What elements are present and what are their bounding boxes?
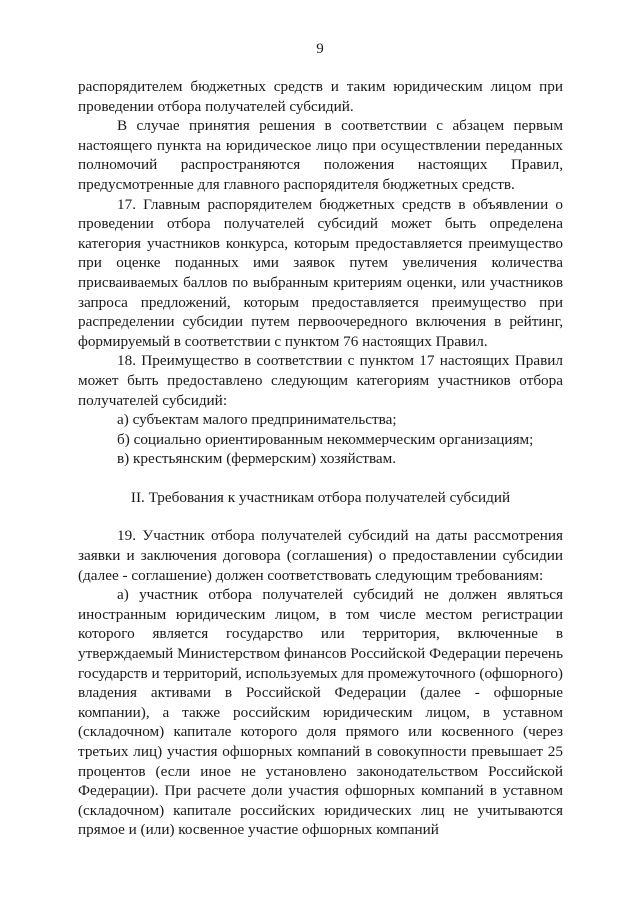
paragraph-continuation: распорядителем бюджетных средств и таким юридическим лицом при проведении отбора получателей субсидий.: [78, 78, 563, 115]
paragraph: В случае принятия решения в соответствии с абзацем первым настоящего пункта на юридическое лицо при осуществлении переданных полномочий распространяются положения настоящих Правил, предусмотренные для главного распорядителя бюджетных средств.: [78, 117, 563, 193]
list-item-a: а) субъектам малого предпринимательства;: [117, 411, 397, 429]
list-item-c: в) крестьянским (фермерским) хозяйствам.: [117, 450, 397, 468]
section-heading: II. Требования к участникам отбора получателей субсидий: [130, 488, 511, 506]
paragraph-item-19-a: а) участник отбора получателей субсидий не должен являться иностранным юридическим лицом, в том числе местом регистрации которого является государство или территория, включенные в утверждаемый Министерством финансов Российской Федерации перечень государств и территорий, используемых для промежуточного (офшорного) владения активами в Российской Федерации (далее - офшорные компании), а также российским юридическим лицом, в уставном (складочном) капитале которого доля прямого или косвенного (через третьих лиц) участия офшорных компаний в совокупности превышает 25 процентов (если иное не установлено законодательством Российской Федерации). При расчете доли участия офшорных компаний в уставном (складочном) капитале российских юридических лиц не учитываются прямое и (или) косвенное участие офшорных компаний: [78, 586, 563, 839]
list-item-b: б) социально ориентированным некоммерческим организациям;: [117, 430, 534, 448]
paragraph-item-18: 18. Преимущество в соответствии с пунктом 17 настоящих Правил может быть предоставлено следующим категориям участников отбора получателей субсидий:: [78, 352, 563, 409]
page-number: 9: [316, 41, 324, 57]
paragraph-item-17: 17. Главным распорядителем бюджетных средств в объявлении о проведении отбора получателей субсидий может быть определена категория участников конкурса, которым предоставляется преимущество при оценке поданных ими заявок путем увеличения количества присваиваемых баллов по выбранным критериям оценки, или участников запроса предложений, которым предоставляется преимущество при распределении субсидии путем первоочередного включения в рейтинг, формируемый в соответствии с пунктом 76 настоящих Правил.: [78, 195, 563, 350]
paragraph-item-19: 19. Участник отбора получателей субсидий на даты рассмотрения заявки и заключения договора (соглашения) о предоставлении субсидии (далее - соглашение) должен соответствовать следующим требованиям:: [78, 527, 563, 584]
document-body: [78, 77, 563, 840]
